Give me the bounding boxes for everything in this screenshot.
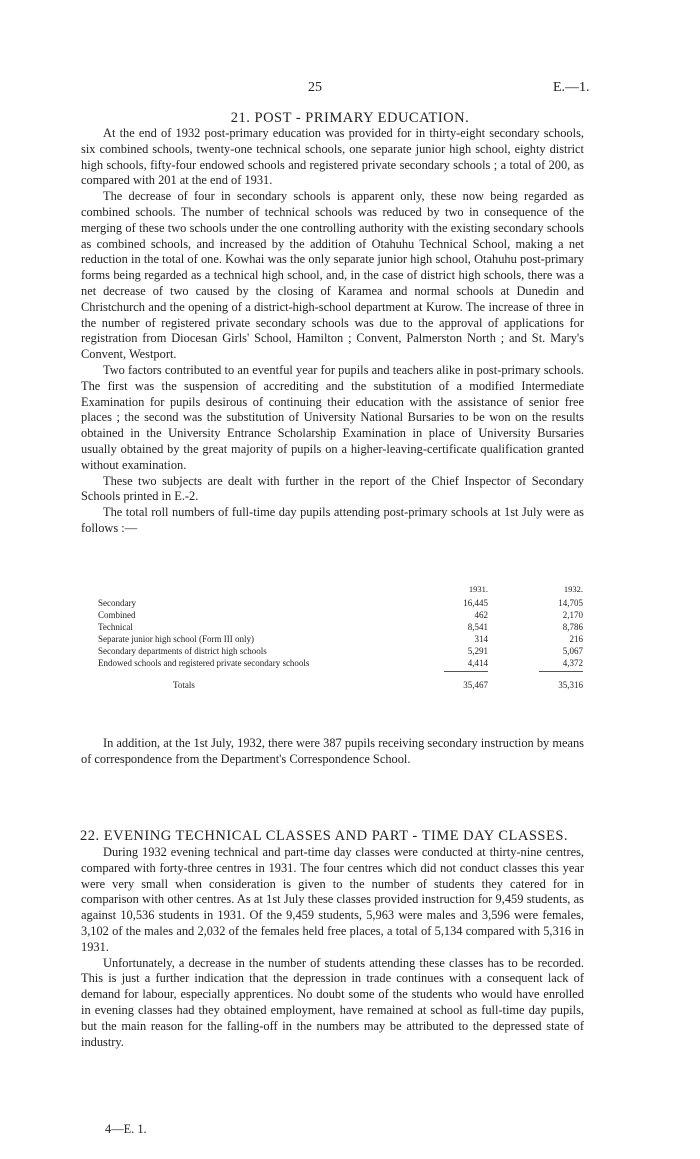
document-reference: E.—1. [553, 80, 590, 95]
value-1932: 14,705 [558, 598, 583, 608]
value-1932: 8,786 [562, 622, 583, 632]
paragraph: The total roll numbers of full-time day pupils attending post-primary schools at 1st July were as follows :— [81, 505, 584, 535]
value-1932: 216 [569, 634, 583, 644]
page-number: 25 [308, 80, 322, 95]
section-22-heading: 22. EVENING TECHNICAL CLASSES AND PART - TIME DAY CLASSES. [80, 828, 569, 844]
paragraph: These two subjects are dealt with further in the report of the Chief Inspector of Secondary Schools printed in E.-2. [81, 473, 584, 504]
column-header-1931: 1931. [468, 584, 488, 594]
page-header [0, 80, 700, 100]
roll-numbers-table [98, 583, 583, 691]
section-22-body [81, 845, 584, 1050]
value-1931: 8,541 [467, 622, 488, 632]
paragraph: Unfortunately, a decrease in the number of students attending these classes has to be recorded. This is just a further indication that the depression in trade continues with a consequent lack of demand for labour, especially apprentices. No doubt some of the students who would have enrolled in evening classes had they obtained employment, have remained at school as full-time day pupils, but the main reason for the falling-off in the numbers may be attributed to the depressed state of industry. [81, 955, 584, 1049]
value-1931: 462 [474, 610, 488, 620]
row-label: Secondary departments of district high schools [98, 646, 267, 656]
section-21-heading: 21. POST - PRIMARY EDUCATION. [230, 110, 470, 126]
paragraph: In addition, at the 1st July, 1932, there were 387 pupils receiving secondary instruction by means of correspondence from the Department's Correspondence School. [81, 736, 584, 766]
table-row [98, 657, 583, 669]
column-rule [539, 671, 583, 672]
row-label: Technical [98, 622, 133, 632]
total-1932: 35,316 [558, 680, 583, 690]
table-row [98, 621, 583, 633]
table-total-row [98, 679, 583, 691]
value-1932: 4,372 [562, 658, 583, 668]
paragraph: During 1932 evening technical and part-time day classes were conducted at thirty-nine centres, compared with forty-three centres in 1931. The four centres which did not conduct classes this year were very small when consideration is given to the number of students they catered for in comparison with other centres. As at 1st July these classes provided instruction for 9,459 students, as against 10,536 students in 1931. Of the 9,459 students, 5,963 were males and 3,596 were females, 3,102 of the males and 2,032 of the females held free places, a total of 5,134 compared with 5,316 in 1931. [81, 845, 584, 954]
column-header-1932: 1932. [563, 584, 583, 594]
value-1931: 16,445 [463, 598, 488, 608]
paragraph: At the end of 1932 post-primary education was provided for in thirty-eight secondary schools, six combined schools, twenty-one technical schools, one separate junior high school, eighty district high schools, fifty-four endowed schools and registered private secondary schools ; a total of 200, as compared with 201 at the end of 1931. [81, 126, 584, 188]
section-21-body [81, 126, 584, 537]
table-row [98, 597, 583, 609]
row-label: Combined [98, 610, 136, 620]
page-signature: 4—E. 1. [105, 1122, 147, 1136]
table-row [98, 633, 583, 645]
value-1931: 4,414 [467, 658, 488, 668]
paragraph: Two factors contributed to an eventful year for pupils and teachers alike in post-primary schools. The first was the suspension of accrediting and the substitution of a modified Intermediate Examination for pupils desirous of continuing their education with the assistance of senior free places ; the second was the substitution of University National Bursaries to be won on the results obtained in the University Entrance Scholarship Examination in place of University Bursaries usually obtained by the great majority of pupils on a higher-leaving-certificate qualification granted without examination. [81, 362, 584, 472]
row-label: Endowed schools and registered private secondary schools [98, 658, 310, 668]
row-label: Separate junior high school (Form III only) [98, 634, 254, 644]
table-row [98, 609, 583, 621]
table-header-row [98, 583, 583, 597]
column-rule [444, 671, 488, 672]
table-row [98, 645, 583, 657]
paragraph: The decrease of four in secondary schools is apparent only, these now being regarded as combined schools. The number of technical schools was reduced by two in consequence of the merging of these two schools under the one controlling authority with the existing secondary schools as combined schools, and increased by the addition of Otahuhu Technical School, making a net reduction in the total of one. Kowhai was the only separate junior high school, Otahuhu post-primary forms being regarded as a technical high school, and, in the case of district high schools, there was a net decrease of two caused by the closing of Karamea and normal schools at Dunedin and Christchurch and the opening of a district-high-school department at Kurow. The increase of three in the number of registered private secondary schools was due to the approval of applications for registration from Diocesan Girls' School, Hamilton ; Convent, Palmerston North ; and St. Mary's Convent, Westport. [81, 189, 584, 362]
section-21-note [81, 736, 584, 768]
value-1932: 2,170 [562, 610, 583, 620]
value-1931: 314 [474, 634, 488, 644]
total-label: Totals [173, 680, 195, 690]
value-1931: 5,291 [467, 646, 488, 656]
value-1932: 5,067 [562, 646, 583, 656]
total-1931: 35,467 [463, 680, 488, 690]
row-label: Secondary [98, 598, 136, 608]
